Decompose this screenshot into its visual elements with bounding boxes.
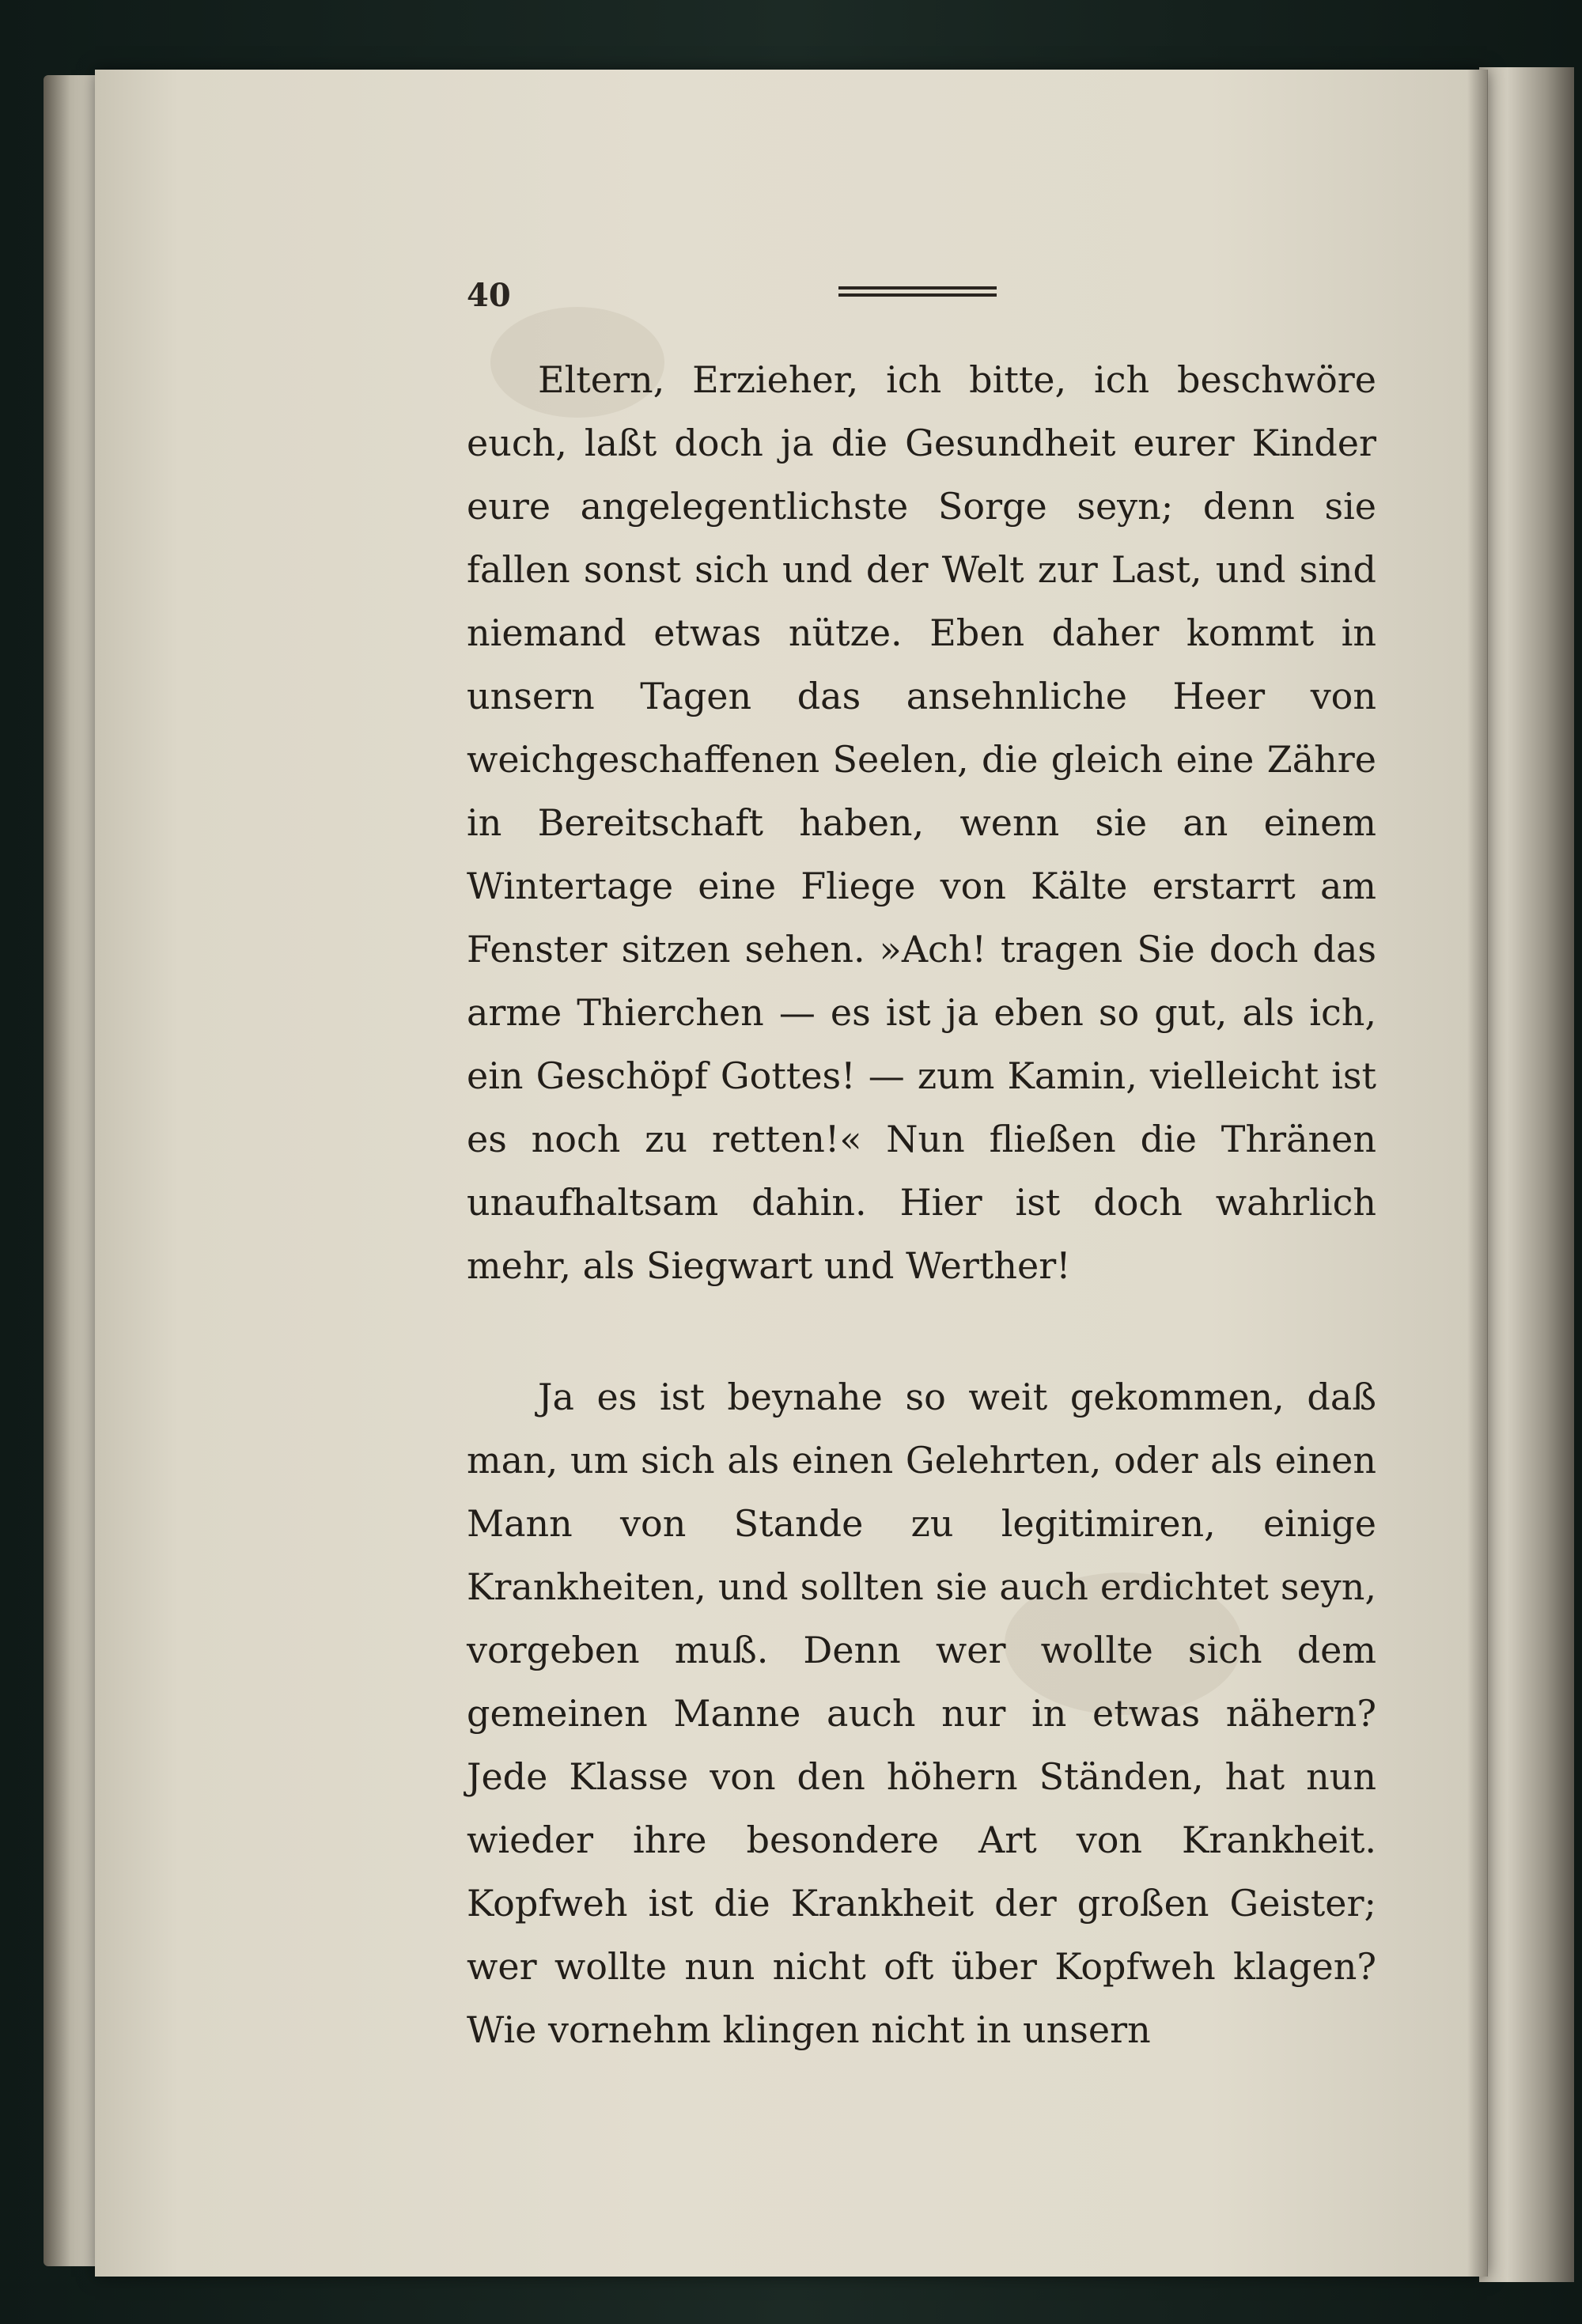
header-rule — [838, 286, 997, 297]
body-text — [467, 348, 1376, 2061]
page-gutter — [1467, 70, 1488, 2277]
paragraph: Ja es ist beynahe so weit gekommen, daß man, um sich als einen Gelehrten, oder als einen Mann von Stande zu legitimiren, einige Krankheiten, und sollten sie auch erdichtet seyn, vorgeben muß. Denn wer wollte sich dem gemeinen Manne auch nur in etwas nähern? Jede Klasse von den höhern Ständen, hat nun wieder ihre besondere Art von Krankheit. Kopfweh ist die Krankheit der großen Geister; wer wollte nun nicht oft über Kopfweh klagen? Wie vornehm klingen nicht in unsern — [467, 1376, 1376, 2051]
page-number: 40 — [467, 277, 511, 314]
book-right-edge — [1479, 67, 1574, 2282]
paragraph: Eltern, Erzieher, ich bitte, ich beschwöre euch, laßt doch ja die Gesundheit eurer Kinder eure angelegentlichste Sorge seyn; denn sie fallen sonst sich und der Welt zur Last, und sind niemand etwas nütze. Eben daher kommt in unsern Tagen das ansehnliche Heer von weichgeschaffenen Seelen, die gleich eine Zähre in Bereitschaft haben, wenn sie an einem Wintertage eine Fliege von Kälte erstarrt am Fenster sitzen sehen. »Ach! tragen Sie doch das arme Thierchen — es ist ja eben so gut, als ich, ein Geschöpf Gottes! — zum Kamin, vielleicht ist es noch zu retten!« Nun fließen die Thränen unaufhaltsam dahin. Hier ist doch wahrlich mehr, als Siegwart und Werther! — [467, 358, 1376, 1287]
page-header — [467, 277, 1376, 314]
